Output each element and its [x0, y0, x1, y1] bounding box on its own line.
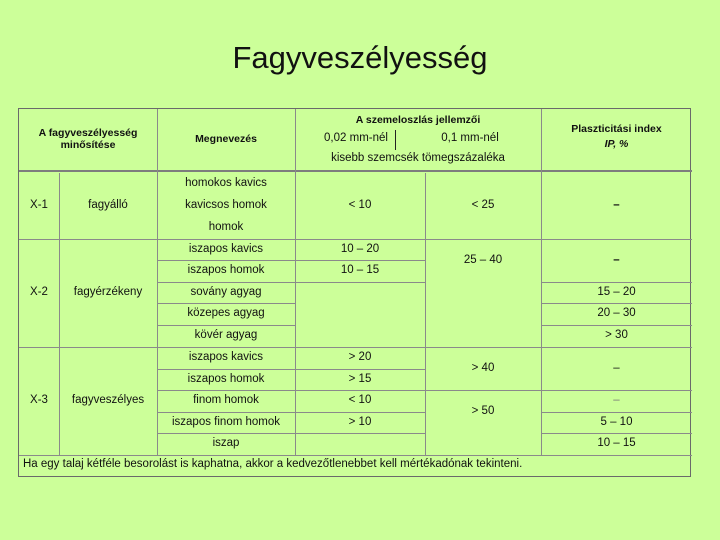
row-divider [541, 325, 692, 326]
row-divider [541, 282, 692, 283]
name-cell: iszapos kavics [188, 351, 264, 364]
note-divider [19, 455, 692, 456]
header-divider [19, 170, 692, 172]
col-divider [59, 173, 60, 455]
row-divider [541, 433, 692, 434]
value-cell: 10 – 15 [597, 437, 636, 450]
row-divider [541, 412, 692, 413]
value-cell: > 20 [348, 351, 372, 364]
value-cell: > 50 [471, 404, 495, 417]
value-cell: 5 – 10 [600, 415, 633, 428]
row-divider [157, 369, 425, 370]
header-name: Megnevezés [195, 132, 257, 145]
value-cell: > 40 [471, 361, 495, 374]
value-cell: 10 – 20 [340, 242, 380, 255]
row-divider [157, 412, 425, 413]
value-cell: < 10 [348, 394, 372, 407]
group-divider [19, 347, 692, 348]
name-cell: iszapos homok [187, 372, 265, 385]
name-cell: közepes agyag [187, 307, 265, 320]
row-divider [157, 303, 295, 304]
col-divider [425, 173, 426, 455]
name-cell: sovány agyag [190, 285, 262, 298]
name-cell: kavicsos homok [185, 199, 267, 212]
group-rating-x1: fagyálló [88, 199, 128, 212]
value-cell: 10 – 15 [340, 264, 380, 277]
name-cell: iszap [212, 437, 240, 450]
header-plasticity: Plaszticitási index [571, 122, 662, 135]
value-cell: – [613, 361, 620, 374]
col-divider [541, 109, 542, 455]
value-cell: > 15 [348, 372, 372, 385]
header-grain-distribution: A szemeloszlás jellemzői [355, 113, 481, 126]
header-01mm: 0,1 mm-nél [441, 132, 499, 145]
group-code-x2: X-2 [30, 286, 48, 299]
value-cell: < 10 [348, 199, 372, 212]
group-code-x3: X-3 [30, 394, 48, 407]
header-sub-separator [395, 130, 396, 150]
header-ip-unit: IP, % [604, 137, 629, 150]
row-divider [157, 260, 425, 261]
header-002mm: 0,02 mm-nél [324, 132, 388, 145]
col-divider [295, 109, 296, 455]
name-cell: iszapos finom homok [171, 415, 281, 428]
name-cell: finom homok [193, 394, 259, 407]
value-cell: 25 – 40 [463, 253, 503, 266]
header-mass-percent: kisebb szemcsék tömegszázaléka [331, 152, 505, 165]
value-cell: – [613, 199, 620, 212]
row-divider [157, 282, 425, 283]
name-cell: kövér agyag [194, 329, 258, 342]
name-cell: homokos kavics [185, 177, 267, 190]
row-divider [541, 303, 692, 304]
header-rating: A fagyveszélyesség minősítése [38, 126, 138, 151]
value-cell: > 30 [605, 329, 628, 342]
group-rating-x2: fagyérzékeny [73, 286, 143, 299]
name-cell: homok [208, 221, 244, 234]
value-cell: 20 – 30 [597, 307, 636, 320]
value-cell: – [613, 253, 620, 266]
value-cell: 15 – 20 [597, 285, 636, 298]
group-divider [19, 239, 692, 240]
value-cell: > 10 [348, 415, 372, 428]
name-cell: iszapos homok [187, 264, 265, 277]
group-code-x1: X-1 [30, 199, 48, 212]
value-cell: – [613, 394, 620, 407]
row-divider [157, 325, 295, 326]
col-divider [157, 109, 158, 455]
frost-hazard-table [18, 108, 691, 477]
group-rating-x3: fagyveszélyes [71, 394, 145, 407]
value-cell: < 25 [471, 199, 495, 212]
name-cell: iszapos kavics [188, 242, 264, 255]
slide-title: Fagyveszélyesség [232, 40, 488, 75]
table-footnote: Ha egy talaj kétféle besorolást is kaphatna, akkor a kedvezőtlenebbet kell mértékadónak tekinteni. [23, 458, 523, 470]
row-divider [157, 433, 425, 434]
